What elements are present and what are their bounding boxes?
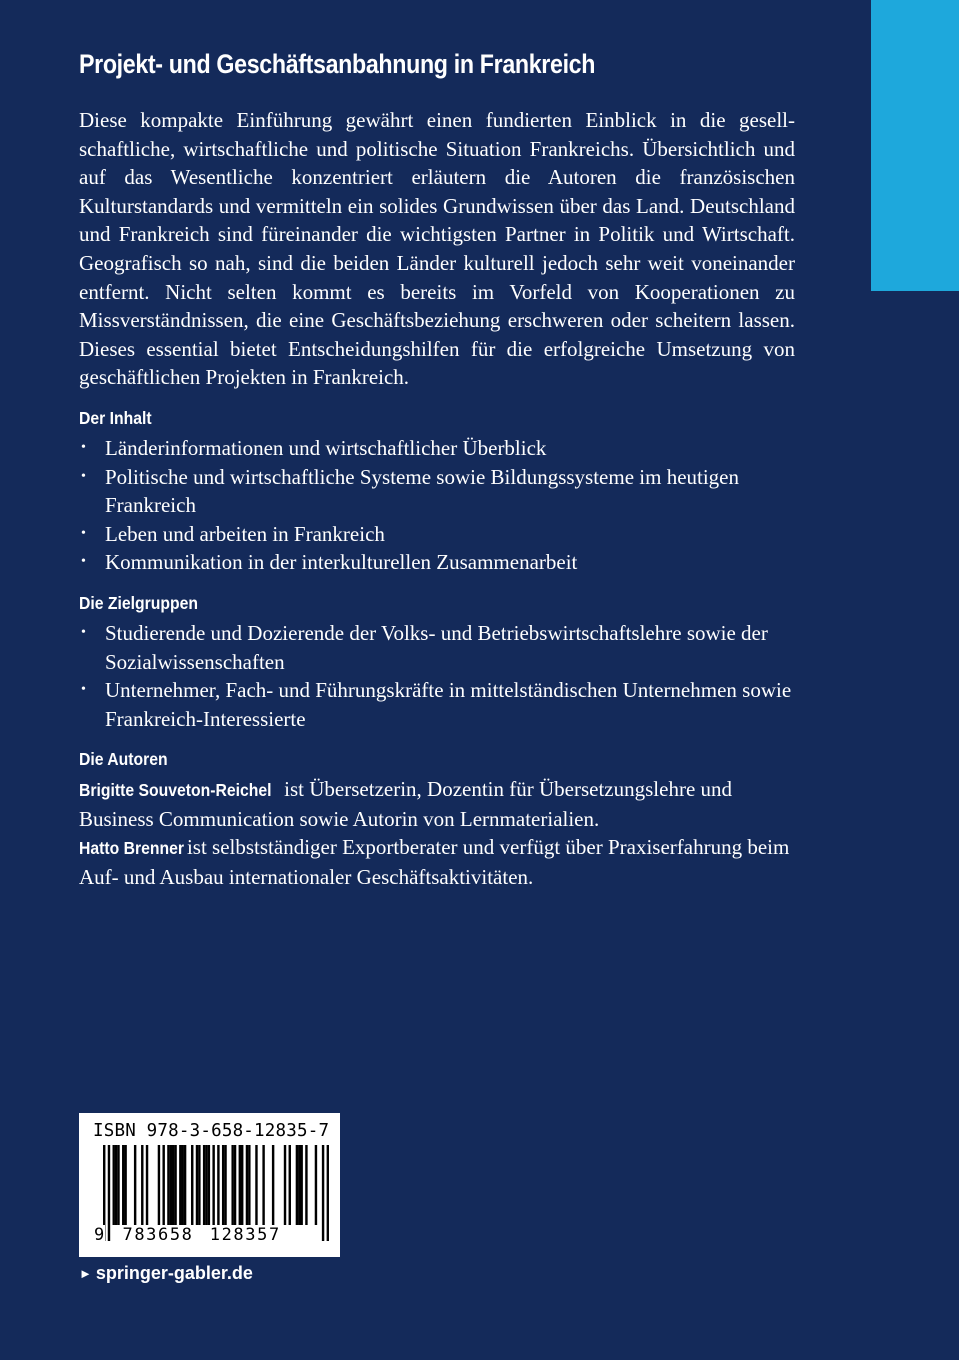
bullet-icon: • bbox=[81, 554, 86, 570]
barcode-bar bbox=[198, 1145, 200, 1225]
barcode-bar bbox=[315, 1145, 317, 1225]
barcode-bar bbox=[179, 1145, 181, 1225]
barcode-bar bbox=[262, 1145, 264, 1225]
section-heading-zielgruppen: Die Zielgruppen bbox=[79, 592, 199, 613]
barcode-bar bbox=[246, 1145, 248, 1225]
inhalt-list bbox=[79, 434, 795, 577]
website-url: springer-gabler.de bbox=[95, 1263, 253, 1283]
bullet-icon: • bbox=[81, 624, 86, 640]
barcode-bar bbox=[272, 1145, 274, 1225]
barcode-bar bbox=[224, 1145, 226, 1225]
section-heading-inhalt: Der Inhalt bbox=[79, 407, 152, 428]
author-bio bbox=[79, 833, 795, 891]
barcode-bar bbox=[255, 1145, 257, 1225]
barcode-bar bbox=[296, 1145, 298, 1225]
author-description: ist selbstständiger Exportberater und verfügt über Praxiserfahrung beim Auf- und Ausbau internationaler Geschäftsaktivitäten. bbox=[79, 835, 790, 890]
isbn-barcode-box bbox=[79, 1113, 340, 1257]
publisher-website[interactable] bbox=[79, 1262, 253, 1285]
barcode-bar bbox=[184, 1145, 186, 1225]
list-item: • Kommunikation in der interkulturellen Zusammenarbeit bbox=[79, 548, 795, 577]
arrow-right-icon: ► bbox=[79, 1266, 92, 1281]
list-item: • Unternehmer, Fach- und Führungskräfte in mittelständischen Unternehmen sowie Frankreich-Interessierte bbox=[81, 678, 792, 731]
barcode-bar bbox=[174, 1145, 176, 1225]
author-name: Brigitte Souveton-Reichel bbox=[79, 780, 272, 801]
zielgruppen-list bbox=[79, 619, 795, 733]
barcode-bar bbox=[239, 1145, 241, 1225]
book-title: Projekt- und Geschäftsanbahnung in Frankreich bbox=[79, 49, 596, 79]
barcode-bar bbox=[284, 1145, 286, 1225]
barcode-bar bbox=[117, 1145, 119, 1225]
list-item: • Studierende und Dozierende der Volks- und Betriebswirtschaftslehre sowie der Sozialwissenschaften bbox=[81, 620, 768, 674]
barcode-bar bbox=[231, 1145, 233, 1225]
barcode-bar bbox=[208, 1145, 210, 1225]
list-item: • Leben und arbeiten in Frankreich bbox=[79, 520, 795, 549]
barcode-bar bbox=[182, 1145, 184, 1225]
barcode-digits bbox=[93, 1225, 333, 1245]
barcode-bar bbox=[300, 1145, 302, 1225]
barcode-bar bbox=[122, 1145, 124, 1225]
author-bio bbox=[79, 775, 795, 833]
barcode-bar bbox=[196, 1145, 198, 1225]
isbn-label: ISBN 978-3-658-12835-7 bbox=[93, 1121, 330, 1141]
barcode-bar bbox=[146, 1145, 148, 1225]
barcode-bar bbox=[241, 1145, 243, 1225]
barcode-bar bbox=[305, 1145, 307, 1225]
barcode-bar bbox=[289, 1145, 291, 1225]
barcode-bar bbox=[113, 1145, 115, 1225]
author-name: Hatto Brenner bbox=[79, 838, 185, 859]
author-description: ist Übersetzerin, Dozentin für Übersetzungslehre und Business Communication sowie Autorin von Lernmaterialien. bbox=[79, 777, 733, 831]
barcode-bar bbox=[167, 1145, 169, 1225]
barcode-digits-left: 783658 bbox=[122, 1225, 194, 1245]
barcode-bar bbox=[162, 1145, 164, 1225]
barcode-digit-lead: 9 bbox=[94, 1225, 105, 1245]
barcode-bar bbox=[124, 1145, 126, 1225]
barcode-bar bbox=[172, 1145, 174, 1225]
barcode-bar bbox=[205, 1145, 207, 1225]
accent-bar bbox=[871, 0, 959, 291]
section-heading-autoren: Die Autoren bbox=[79, 749, 168, 770]
barcode-bar bbox=[141, 1145, 143, 1225]
barcode-bar bbox=[298, 1145, 300, 1225]
barcode-digits-right: 128357 bbox=[209, 1225, 281, 1245]
intro-paragraph: Diese kompakte Einführung gewährt einen fundierten Einblick in die gesellschaftliche, wirtschaftliche und politische Situation Frankreichs. Übersichtlich und auf das Wesentliche konzentriert erläutern die Autoren die französischen Kulturstandards und vermitteln ein solides Grundwissen über das Land. Deutschland und Frankreich sind füreinander die wichtigsten Partner in Politik und Wirtschaft. Geografisch so nah, sind die beiden Länder kulturell jedoch sehr weit voneinander entfernt. Nicht selten kommt es bereits im Vorfeld von Kooperationen zu Missverständnissen, die eine Geschäftsbeziehung erschweren oder scheitern lassen. Dieses essential bietet Entscheidungshilfen für die erfolgreiche Umsetzung von geschäftlichen Projekten in Frankreich. bbox=[79, 108, 795, 390]
barcode-bar bbox=[170, 1145, 172, 1225]
bullet-icon: • bbox=[81, 525, 86, 541]
bullet-icon: • bbox=[81, 682, 86, 698]
barcode-bar bbox=[191, 1145, 193, 1225]
barcode-bar bbox=[222, 1145, 224, 1225]
bullet-icon: • bbox=[81, 468, 86, 484]
barcode-bar bbox=[248, 1145, 250, 1225]
barcode-bar bbox=[234, 1145, 236, 1225]
cover-content bbox=[79, 44, 795, 892]
barcode-bar bbox=[203, 1145, 205, 1225]
barcode-bar bbox=[115, 1145, 117, 1225]
barcode-bar bbox=[134, 1145, 136, 1225]
barcode-bar bbox=[158, 1145, 160, 1225]
list-item: • Politische und wirtschaftliche Systeme sowie Bildungssysteme im heutigen Frankreich bbox=[81, 464, 739, 518]
bullet-icon: • bbox=[81, 439, 86, 455]
list-item: • Länderinformationen und wirtschaftlicher Überblick bbox=[79, 434, 795, 463]
